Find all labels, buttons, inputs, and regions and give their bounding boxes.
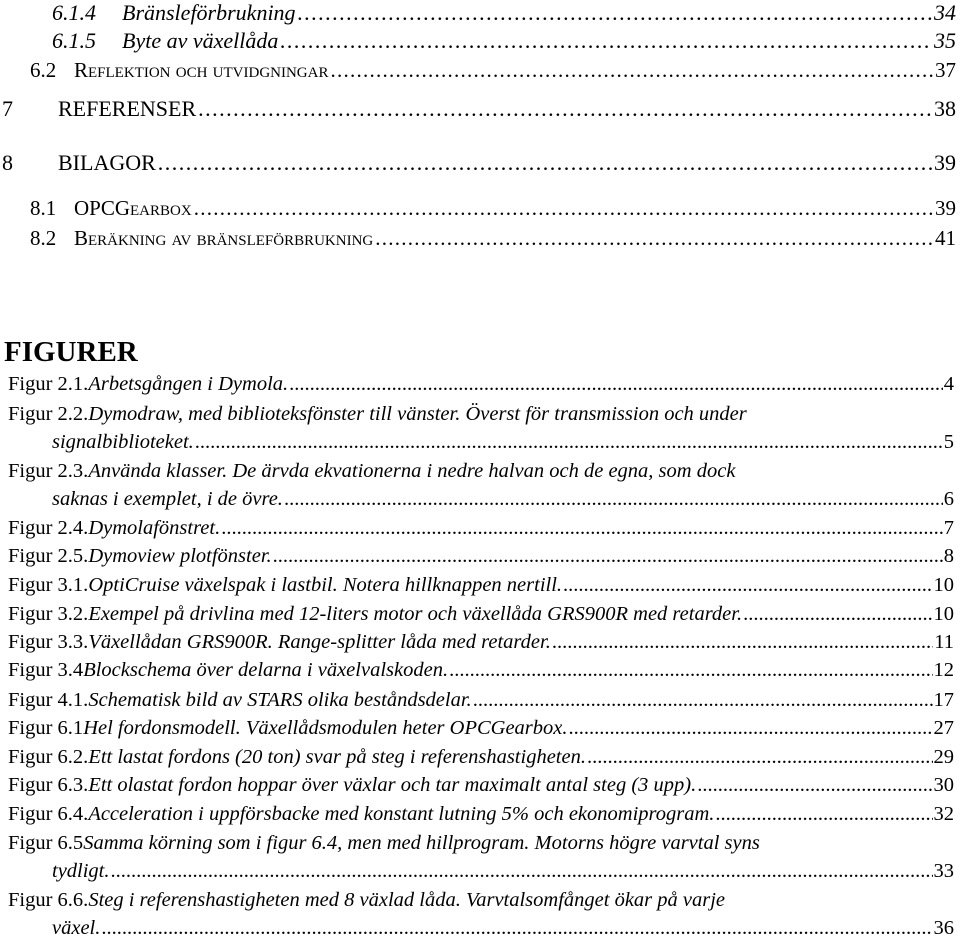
figure-label: Figur 6.2. xyxy=(8,746,89,768)
figure-caption: Dymoview plotfönster. xyxy=(88,545,272,567)
toc-entry[interactable] xyxy=(52,30,956,52)
toc-entry[interactable] xyxy=(52,2,956,24)
toc-entry-number: 8.2 xyxy=(30,226,57,250)
leader-dots xyxy=(158,152,932,174)
figure-page: 10 xyxy=(933,603,954,625)
figure-caption: Schematisk bild av STARS olika beståndsdelar. xyxy=(88,689,472,711)
toc-entry-title: Beräkning av bränsleförbrukning xyxy=(74,226,374,250)
figure-caption: saknas i exemplet, i de övre. xyxy=(52,488,283,510)
figure-label: Figur 6.4. xyxy=(8,803,89,825)
figure-entry[interactable] xyxy=(8,374,954,395)
figure-page: 36 xyxy=(933,917,954,939)
figure-entry[interactable] xyxy=(8,718,954,739)
figure-page: 12 xyxy=(933,659,954,681)
figure-caption: Hel fordonsmodell. Växellådsmodulen heter OPCGearbox. xyxy=(83,717,568,739)
toc-entry[interactable] xyxy=(2,98,956,120)
toc-entry-page: 34 xyxy=(934,0,956,25)
toc-entry-title: BILAGOR xyxy=(58,150,156,175)
figure-entry[interactable] xyxy=(8,518,954,539)
figure-entry[interactable] xyxy=(8,890,954,911)
leader-dots xyxy=(743,604,932,625)
toc-entry-page: 35 xyxy=(934,28,956,53)
figure-caption: Ett lastat fordons (20 ton) svar på steg i referenshastigheten. xyxy=(88,746,586,768)
toc-entry-title: Reflektion och utvidgningar xyxy=(74,58,329,82)
figure-caption: Dymolafönstret. xyxy=(88,517,221,539)
toc-entry[interactable] xyxy=(2,152,956,174)
toc-entry-title: REFERENSER xyxy=(58,96,197,121)
toc-entry-page: 39 xyxy=(934,150,956,175)
figure-caption: Exempel på drivlina med 12-liters motor och växellåda GRS900R med retarder. xyxy=(88,603,743,625)
toc-entry-number: 6.1.5 xyxy=(52,28,96,53)
figure-entry-continuation[interactable] xyxy=(52,489,954,510)
figure-entry[interactable] xyxy=(8,604,954,625)
figure-page: 32 xyxy=(933,803,954,825)
leader-dots xyxy=(284,489,943,510)
leader-dots xyxy=(449,660,932,681)
figure-label: Figur 6.5 xyxy=(8,832,84,854)
figure-label: Figur 4.1. xyxy=(8,689,89,711)
figure-page: 8 xyxy=(943,545,954,567)
toc-entry-page: 41 xyxy=(935,226,956,250)
figure-entry[interactable] xyxy=(8,404,954,425)
figure-label: Figur 3.4 xyxy=(8,659,84,681)
leader-dots xyxy=(198,98,932,120)
figure-label: Figur 6.6. xyxy=(8,889,89,911)
figure-page: 30 xyxy=(933,774,954,796)
figure-entry[interactable] xyxy=(8,575,954,596)
toc-entry-number: 8 xyxy=(2,150,13,175)
figure-entry[interactable] xyxy=(8,461,954,482)
figure-caption: växel. xyxy=(52,917,101,939)
figure-label: Figur 6.1 xyxy=(8,717,84,739)
figure-caption: Växellådan GRS900R. Range-splitter låda med retarder. xyxy=(88,631,551,653)
figure-entry-continuation[interactable] xyxy=(52,861,954,882)
toc-entry-number: 6.1.4 xyxy=(52,0,96,25)
leader-dots xyxy=(375,228,933,249)
figure-entry[interactable] xyxy=(8,747,954,768)
toc-entry[interactable] xyxy=(30,60,956,81)
figure-page: 17 xyxy=(933,689,954,711)
figure-label: Figur 6.3. xyxy=(8,774,89,796)
leader-dots xyxy=(101,918,932,939)
toc-entry-number: 6.2 xyxy=(30,58,57,82)
figure-caption: Steg i referenshastigheten med 8 växlad låda. Varvtalsomfånget ökar på varje xyxy=(88,889,726,911)
toc-entry-number: 8.1 xyxy=(30,196,57,220)
figure-caption: Blockschema över delarna i växelvalskoden. xyxy=(83,659,449,681)
figure-page: 4 xyxy=(943,373,954,395)
leader-dots xyxy=(273,546,943,567)
toc-entry-page: 37 xyxy=(935,58,956,82)
leader-dots xyxy=(563,575,932,596)
leader-dots xyxy=(111,861,933,882)
figure-page: 29 xyxy=(933,746,954,768)
leader-dots xyxy=(195,432,943,453)
figure-entry[interactable] xyxy=(8,632,954,653)
figure-entry[interactable] xyxy=(8,546,954,567)
figure-entry-continuation[interactable] xyxy=(52,918,954,939)
leader-dots xyxy=(715,804,932,825)
figure-caption: signalbiblioteket. xyxy=(52,431,194,453)
figure-label: Figur 3.1. xyxy=(8,574,89,596)
leader-dots xyxy=(697,775,932,796)
figure-label: Figur 2.2. xyxy=(8,403,89,425)
toc-entry-page: 38 xyxy=(934,96,956,121)
leader-dots xyxy=(587,747,933,768)
figure-entry[interactable] xyxy=(8,833,954,854)
toc-entry-page: 39 xyxy=(935,196,956,220)
figure-entry[interactable] xyxy=(8,775,954,796)
toc-entry[interactable] xyxy=(30,228,956,249)
figure-label: Figur 3.3. xyxy=(8,631,89,653)
figure-caption: Acceleration i uppförsbacke med konstant lutning 5% och ekonomiprogram. xyxy=(88,803,715,825)
figure-label: Figur 2.1. xyxy=(8,373,89,395)
leader-dots xyxy=(298,2,932,24)
figure-entry[interactable] xyxy=(8,660,954,681)
leader-dots xyxy=(473,690,933,711)
leader-dots xyxy=(221,518,943,539)
figure-page: 5 xyxy=(943,431,954,453)
toc-entry[interactable] xyxy=(30,198,956,219)
figure-label: Figur 3.2. xyxy=(8,603,89,625)
figure-page: 33 xyxy=(933,860,954,882)
figure-label: Figur 2.4. xyxy=(8,517,89,539)
figure-caption: OptiCruise växelspak i lastbil. Notera hillknappen nertill. xyxy=(88,574,563,596)
figure-page: 6 xyxy=(943,488,954,510)
figure-page: 7 xyxy=(943,517,954,539)
figure-caption: Använda klasser. De ärvda ekvationerna i nedre halvan och de egna, som dock xyxy=(88,460,736,482)
toc-entry-title: Bränsleförbrukning xyxy=(122,0,296,25)
figure-label: Figur 2.3. xyxy=(8,460,89,482)
figure-caption: Samma körning som i figur 6.4, men med hillprogram. Motorns högre varvtal syns xyxy=(83,832,760,854)
leader-dots xyxy=(330,60,933,81)
leader-dots xyxy=(194,198,933,219)
leader-dots xyxy=(569,718,933,739)
leader-dots xyxy=(552,632,933,653)
figure-page: 27 xyxy=(933,717,954,739)
figure-entry[interactable] xyxy=(8,690,954,711)
toc-entry-title: OPCGearbox xyxy=(74,196,192,220)
figure-caption: Arbetsgången i Dymola. xyxy=(88,373,289,395)
leader-dots xyxy=(280,30,932,52)
figure-page: 10 xyxy=(933,574,954,596)
figure-caption: tydligt. xyxy=(52,860,110,882)
figure-caption: Ett olastat fordon hoppar över växlar och tar maximalt antal steg (3 upp). xyxy=(88,774,697,796)
figure-caption: Dymodraw, med biblioteksfönster till vänster. Överst för transmission och under xyxy=(88,403,747,425)
figure-page: 11 xyxy=(934,631,954,653)
leader-dots xyxy=(289,374,943,395)
toc-entry-title: Byte av växellåda xyxy=(122,28,279,53)
figure-entry[interactable] xyxy=(8,804,954,825)
figures-heading: FIGURER xyxy=(4,336,138,368)
figure-entry-continuation[interactable] xyxy=(52,432,954,453)
figure-label: Figur 2.5. xyxy=(8,545,89,567)
toc-entry-number: 7 xyxy=(2,96,13,121)
